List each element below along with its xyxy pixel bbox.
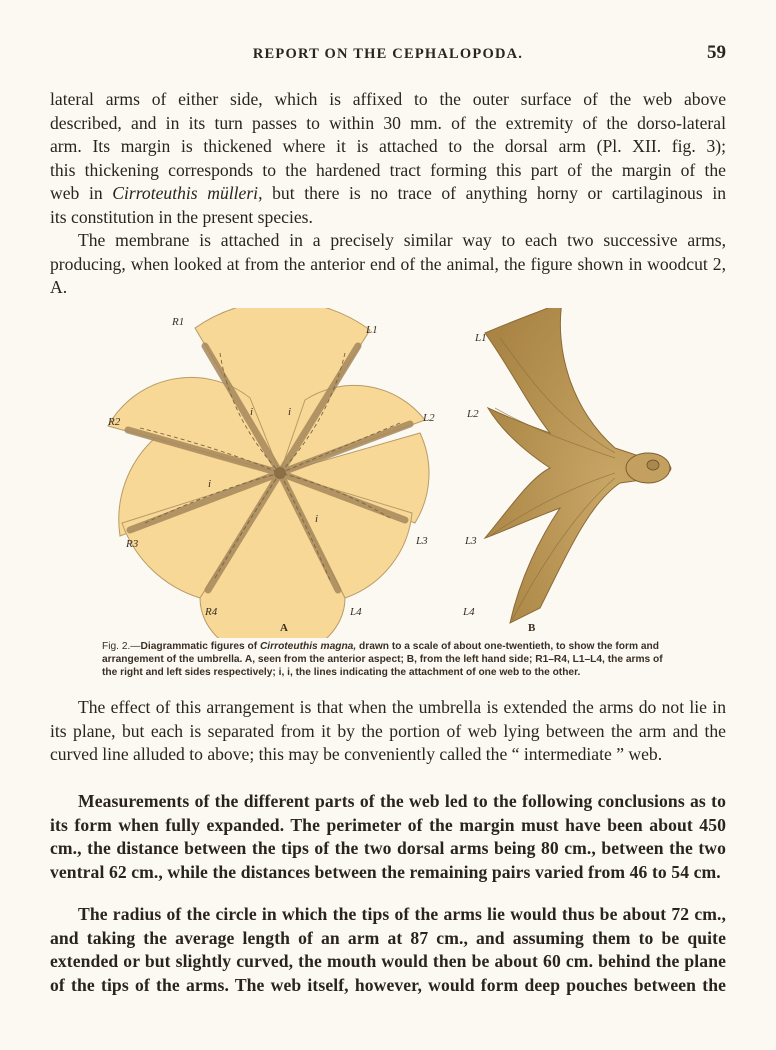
label-l2: L2 [423, 412, 435, 424]
panel-b-drawing [485, 308, 671, 623]
label-b-l4: L4 [463, 606, 475, 618]
caption-species: Cirroteuthis magna, [259, 641, 357, 652]
label-i-2: i [288, 406, 292, 418]
label-r2: R2 [108, 416, 121, 428]
caption-text-b: drawn to a scale of about one-twentieth, to show the form and arrangement of the umbrella. A, seen from the anterior aspect; B, from the left hand side; R1–R4, L1–L4, the arms of the right and left sides respectively; i, i, the lines indicating the attachment of one web to the other. [102, 641, 663, 679]
p1-line-6: its constitution in the present species. [50, 206, 313, 227]
paragraph-5: The radius of the circle in which the tips of the arms lie would thus be about 72 cm., and taking the average length of an arm at 87 cm., and assuming them to be quite extended or but slightly curved, the mouth would then be about 60 cm. behind the plane of the tips of the arms. The web itself, however, would form deep pouches between the [50, 904, 726, 995]
label-i-1: i [250, 406, 254, 418]
panel-a-drawing [108, 308, 429, 638]
label-l3: L3 [416, 535, 428, 547]
label-i-3: i [208, 478, 212, 490]
caption-lead: Fig. 2.— [102, 641, 141, 652]
label-b-l2: L2 [467, 408, 479, 420]
species-name: Cirroteuthis mülleri, [112, 183, 263, 204]
p1-line-5 [50, 182, 726, 206]
p1-line-1: lateral arms of either side, which is affixed to the outer surface of the web above [50, 89, 726, 109]
panel-letter-a: A [280, 622, 288, 634]
woodcut-figure-2 [100, 308, 700, 638]
umbrella-diagram [100, 308, 700, 638]
paragraph-2: The membrane is attached in a precisely similar way to each two successive arms, producing, when looked at from the anterior end of the animal, the figure shown in woodcut 2, A. [50, 230, 726, 298]
paragraph-4: Measurements of the different parts of the web led to the following conclusions as to its form when fully expanded. The perimeter of the margin must have been about 450 cm., the distance between the tips of the two dorsal arms being 80 cm., between the two ventral 62 cm., while the distances between the remaining pairs varied from 46 to 54 cm. [50, 791, 726, 882]
p1-line-3: arm. Its margin is thickened where it is attached to the dorsal arm (Pl. XII. fig. 3); [50, 136, 726, 157]
panel-letter-b: B [528, 622, 536, 634]
p1-line-2: described, and in its turn passes to within 30 mm. of the extremity of the dorso-lateral [50, 112, 726, 133]
caption-text-a: Diagrammatic figures of [140, 641, 260, 652]
paragraph-1 [50, 88, 726, 230]
label-r1: R1 [172, 316, 185, 328]
page-header [50, 42, 726, 68]
label-l1: L1 [366, 324, 378, 336]
figure-caption [102, 640, 674, 680]
p1-line-5-b: but there is no trace of anything horny or cartilaginous in [262, 183, 727, 204]
running-title: REPORT ON THE CEPHALOPODA. [252, 46, 524, 62]
label-l4: L4 [350, 606, 362, 618]
label-b-l3: L3 [465, 535, 477, 547]
label-r4: R4 [205, 606, 218, 618]
paragraph-3: The effect of this arrangement is that when the umbrella is extended the arms do not lie in its plane, but each is separated from it by the portion of web lying between the arm and the curved line alluded to above; this may be conveniently called the “ intermediate ” web. [50, 697, 726, 765]
label-i-4: i [315, 513, 319, 525]
label-r3: R3 [126, 538, 139, 550]
label-b-l1: L1 [475, 332, 487, 344]
page-number: 59 [707, 42, 726, 63]
p1-line-5-a: web in [50, 183, 113, 204]
p1-line-4: this thickening corresponds to the hardened tract forming this part of the margin of the [50, 159, 726, 180]
